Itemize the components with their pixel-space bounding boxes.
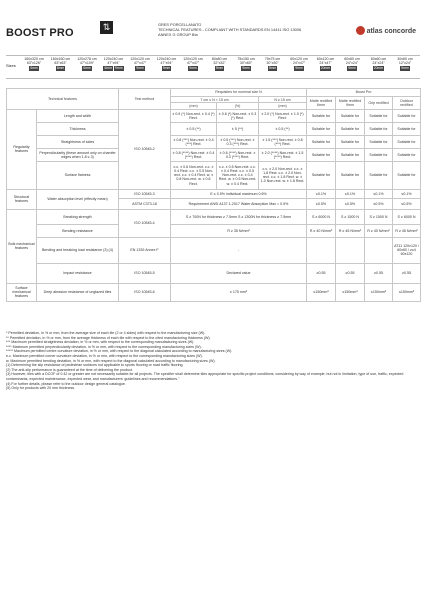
sizes-label: Sizes: [6, 63, 16, 68]
method-cell: ISO 10545-4: [119, 209, 171, 237]
footnote: w. Maximum permitted bending deviation, in % or mm, with respect to the diagonal calculated according to manufacturing sizes (W).: [6, 358, 216, 363]
thickness-tag: 20mm: [320, 66, 331, 71]
col-header-v4: Outdoor rectified: [393, 97, 421, 110]
technical-features-table: [6, 88, 421, 302]
value-cell: R ≥ 45 N/mm²: [336, 224, 365, 237]
thickness-tag: 9mm: [401, 66, 409, 71]
method-cell: EN 1339 Annex F: [119, 237, 171, 263]
size-cell: [209, 57, 231, 77]
col-header-range-small: 7 cm ≤ N < 15 cm: [171, 97, 259, 103]
size-cm: 60x120 cm: [290, 57, 308, 61]
size-cell: [288, 57, 310, 77]
value-cell: ≤0.1%: [393, 189, 421, 198]
size-cm: 80x80 cm: [211, 57, 228, 61]
thickness-tags: [209, 66, 231, 70]
value-cell: ≤0.1%: [336, 189, 365, 198]
req-cell: ± 2.0 (*) Non-rect. ± 1.0 (*) Rect.: [259, 109, 307, 122]
size-cm: 160x320 cm: [24, 57, 44, 61]
value-cell: Suitable for: [365, 161, 393, 189]
thickness-tags: [23, 66, 45, 70]
req-cell: E ≤ 0.5% individual maximum 0.6%: [171, 189, 307, 198]
feature-cell: Impact resistance: [37, 263, 119, 283]
thickness-tag: 9mm: [295, 66, 303, 71]
footnote: ***** Maximum permitted centre curvature deviation, in % or mm, with respect to the diagonal calculated according to manufacturing sizes (W).: [6, 349, 233, 354]
value-cell: ≤150mm³: [307, 283, 336, 301]
size-cm: 120x240 cm: [103, 57, 124, 61]
size-cell: [394, 57, 416, 77]
method-cell: ISO 10545-2: [119, 109, 171, 189]
req-cell: ± 0.6 (****) Non-rect. ± 0.3 (****) Rect.: [217, 148, 259, 161]
value-cell: Suitable for: [336, 161, 365, 189]
col-header-range-large: N ≥ 15 cm: [259, 97, 307, 103]
feature-cell: Water absorption level (effectly mean): [37, 189, 119, 209]
feature-cell: Thickness: [37, 122, 119, 135]
brand-logo: [356, 26, 416, 35]
thickness-tags: [262, 66, 284, 70]
size-cell: [341, 57, 363, 77]
feature-cell: Bending and breaking load resistance (3) (4): [37, 237, 119, 263]
size-inch: 47"x47": [133, 61, 147, 66]
req-cell: R ≥ 35 N/mm²: [171, 224, 307, 237]
size-inch: 24"x47": [292, 61, 306, 66]
size-inch: 63"x126": [26, 61, 42, 66]
feature-cell: Breaking strength: [37, 209, 119, 224]
value-cell: Suitable for: [336, 135, 365, 148]
value-cell: AT11 120x120 / 60x60 / ≥c4 60x120: [393, 237, 421, 263]
size-cm: 120x240 cm: [156, 57, 177, 61]
value-cell: Suitable for: [365, 148, 393, 161]
col-header-features: Technical features: [7, 89, 119, 110]
method-cell: ISO 10545-3: [119, 189, 171, 198]
col-header-value: Boost Pro: [307, 89, 421, 97]
value-cell: Suitable for: [307, 109, 336, 122]
page-title: BOOST PRO: [6, 27, 74, 39]
value-cell: [365, 237, 393, 263]
size-cell: [182, 57, 204, 77]
thickness-tags: [129, 66, 151, 70]
value-cell: Suitable for: [365, 109, 393, 122]
thickness-tags: [235, 66, 257, 70]
thickness-tag: 9mm: [162, 66, 171, 71]
value-cell: Suitable for: [307, 161, 336, 189]
size-cell: [103, 57, 125, 77]
subtitle-line: ANNEX G GROUP BIa: [158, 32, 198, 37]
col-header-v3: Grip rectified: [365, 97, 393, 110]
subtitle-line: TECHNICAL FEATURES - COMPLIANT WITH STANDARDS EN 14411 ISO 13006: [158, 27, 302, 32]
value-cell: Suitable for: [336, 148, 365, 161]
req-cell: Requirement ANSI A137.1-2017 Water Absorption Max = 0.5%: [171, 198, 307, 209]
size-cm: 75x150 cm: [237, 57, 255, 61]
thickness-tag: 9mm: [189, 66, 197, 71]
size-cm: 30x60 cm: [397, 57, 413, 61]
feature-cell: Straightness of sides: [37, 135, 119, 148]
footnote: e.c. Maximum permitted corner curvature deviation, in % or mm, with respect to the corresponding manufacturing sizes (W).: [6, 353, 203, 358]
req-cell: -: [171, 237, 307, 263]
size-cm: 60x60 cm: [370, 57, 387, 61]
group-structural: Structural features: [7, 189, 37, 209]
size-cm: 120x120 cm: [183, 57, 203, 61]
size-inch: 47"x47": [186, 61, 200, 66]
col-header-v1: Matte rectified 6mm: [307, 97, 336, 110]
req-cell: ± 2.0 (****) Non-rect. ± 1.5 (****) Rect.: [259, 148, 307, 161]
footnote: *** Maximum permitted straightness deviation, in % or mm, with respect to the corresponding manufacturing sizes (W).: [6, 340, 195, 345]
size-cell: [129, 57, 151, 77]
size-inch: 24"x47": [319, 61, 332, 66]
thickness-tag: 6mm: [83, 66, 91, 71]
thickness-tags: [288, 66, 310, 70]
size-inch: 24"x24": [372, 61, 385, 66]
thickness-tag: 9mm: [136, 66, 144, 71]
logo-text: atlas concorde: [366, 28, 416, 35]
unit-pct: (%): [217, 103, 259, 109]
value-cell: S ≥ 1500 N: [336, 209, 365, 224]
footnote: (2) The anti-slip performance is guaranteed at the time of delivering the product.: [6, 367, 133, 372]
size-cm: 120x278 cm: [77, 57, 97, 61]
size-inch: 32"x32": [213, 61, 226, 66]
value-cell: ≤150mm³: [393, 283, 421, 301]
req-cell: ± 1.5 (***) Non-rect. ± 0.8 (***) Rect.: [259, 135, 307, 148]
req-cell: ± 5 (**): [217, 122, 259, 135]
group-surface: Surface mechanical features: [7, 283, 37, 301]
req-cell: Declared value: [171, 263, 307, 283]
feature-cell: Surface flatness: [37, 161, 119, 189]
thickness-tags: [76, 66, 98, 70]
col-header-method: Test method: [119, 89, 171, 110]
req-cell: ± 0.6 (*) Non-rect. ± 0.3 (*) Rect.: [217, 109, 259, 122]
value-cell: Suitable for: [393, 148, 421, 161]
group-regularity: Regularity features: [7, 109, 37, 189]
footnote: **** Maximum permitted perpendicularity deviation, in % or mm, with respect to the corresponding manufacturing sizes (W).: [6, 344, 202, 349]
value-cell: S ≥ 6000 N: [307, 209, 336, 224]
req-cell: S ≥ 700N for thickness ≥ 7.5mm S ≥ 1300N for thickness ≥ 7.5mm: [171, 209, 307, 224]
size-inch: 24"x24": [345, 61, 359, 66]
thickness-tag: 6mm: [30, 66, 38, 71]
value-cell: S ≥ 1500 N: [365, 209, 393, 224]
footnote: (4) For further details, please refer to the outdoor design general catalogue.: [6, 381, 126, 386]
size-cell: [235, 57, 257, 77]
size-cell: [315, 57, 337, 77]
size-cm: 120x120 cm: [130, 57, 150, 61]
thickness-tag: 6mm: [104, 66, 112, 71]
footnote: * Permitted deviation, in % or mm, from the average size of each tile (2 or 4 sides) with respect to the manufacturing size (W).: [6, 331, 206, 335]
size-cell: [76, 57, 98, 77]
value-cell: ≤0.5%: [365, 198, 393, 209]
thickness-tags: [341, 66, 363, 70]
thickness-tags: [315, 66, 337, 70]
value-cell: Suitable for: [336, 109, 365, 122]
value-cell: ≥0.55: [336, 263, 365, 283]
page-header: [6, 20, 420, 46]
group-bulk: Bulk mechanical features: [7, 209, 37, 283]
value-cell: ≤0.1%: [365, 189, 393, 198]
req-cell: ≤ 175 mm³: [171, 283, 307, 301]
req-cell: ± 0.5 (**): [259, 122, 307, 135]
value-cell: Suitable for: [307, 135, 336, 148]
thickness-tags: [103, 66, 125, 70]
arrows-icon: ⇅: [100, 21, 113, 34]
logo-mark-icon: [356, 26, 365, 35]
size-inch: 63"x63": [54, 61, 67, 66]
value-cell: ≤150mm³: [336, 283, 365, 301]
size-inch: 47"x109": [79, 61, 95, 66]
thickness-tags: [50, 66, 72, 70]
method-cell: ASTM C373-18: [119, 198, 171, 209]
value-cell: [336, 237, 365, 263]
value-cell: Suitable for: [307, 122, 336, 135]
thickness-tag: 9mm: [348, 66, 356, 71]
size-cell: [368, 57, 390, 77]
col-header-v2: Matte rectified 9mm: [336, 97, 365, 110]
unit-mm: (mm): [171, 103, 217, 109]
size-inch: 30"x30": [266, 61, 279, 66]
col-header-requisites: Requisites for nominal size N: [171, 89, 307, 97]
thickness-tags: [156, 66, 178, 70]
size-cell: [50, 57, 72, 77]
size-cm: 160x160 cm: [50, 57, 71, 61]
thickness-tag: 6mm: [56, 66, 65, 71]
feature-cell: Length and width: [37, 109, 119, 122]
footnotes: [6, 331, 420, 391]
size-inch: 30"x60": [239, 61, 253, 66]
value-cell: Suitable for: [393, 135, 421, 148]
footnote: (1) Determining the slip resistance of pedestrian surfaces not applicable to sports flooring or road traffic flooring.: [6, 363, 184, 368]
value-cell: ≤0.5%: [336, 198, 365, 209]
thickness-tag: 20mm: [373, 66, 384, 71]
req-cell: ± 0.9 (*) Non-rect. ± 0.4 (*) Rect.: [171, 109, 217, 122]
value-cell: R ≥ 40 N/mm²: [365, 224, 393, 237]
value-cell: Suitable for: [336, 122, 365, 135]
thickness-tag: 9mm: [268, 66, 277, 71]
req-cell: ± 0.5 (***) Non-rect. ± 0.3 (***) Rect.: [217, 135, 259, 148]
value-cell: ≤0.5%: [307, 198, 336, 209]
size-cm: 60x60 cm: [344, 57, 360, 61]
req-cell: c.c. ± 0.5 Non-rect. c.c. ± 0.4 Rect. c.c. ± 0.5 Non-rect. c.c. ± 0.4 Rect. w. ± 0.5 Non-rect. w. ± 0.4 Rect.: [217, 161, 259, 189]
value-cell: [307, 237, 336, 263]
thickness-tag: 9mm: [115, 66, 123, 71]
value-cell: R ≥ 40 N/mm²: [307, 224, 336, 237]
size-cell: [262, 57, 284, 77]
footnote: ** Permitted deviation, in % or mm, from the average thickness of each tile with respect to the cited manufacturing thickness (W).: [6, 335, 211, 340]
size-inch: 12"x24": [398, 61, 412, 66]
value-cell: Suitable for: [393, 161, 421, 189]
thickness-tag: 9mm: [215, 66, 224, 71]
value-cell: ≥0.55: [307, 263, 336, 283]
value-cell: ≤0.1%: [307, 189, 336, 198]
value-cell: R ≥ 45 N/mm²: [393, 224, 421, 237]
req-cell: c.c. ± 0.6 Non-rect. c.c. ± 0.4 Rect. c.c. ± 0.5 Non-rect. c.c. ± 0.4 Rect. w. ± 0.8 Non-rect. w. ± 0.6 Rect.: [171, 161, 217, 189]
value-cell: Suitable for: [393, 109, 421, 122]
size-inch: 47"x94": [160, 61, 173, 66]
value-cell: Suitable for: [365, 135, 393, 148]
thickness-tags: [182, 66, 204, 70]
subtitle-line: GRES PORCELLANATO: [158, 22, 202, 27]
size-cm: 60x120 cm: [316, 57, 335, 61]
thickness-tags: [394, 66, 416, 70]
value-cell: ≥0.55: [365, 263, 393, 283]
feature-cell: Perpendicularity (these amount only on chamfer edges when 1.8 ≤ 3): [37, 148, 119, 161]
header-subtitle: [158, 22, 338, 37]
value-cell: Suitable for: [307, 148, 336, 161]
value-cell: ≥0.55: [393, 263, 421, 283]
value-cell: Suitable for: [393, 122, 421, 135]
footnote: (5) Only for products with 20 mm thickness.: [6, 386, 76, 391]
feature-cell: Deep abrasion resistance of unglazed tiles: [37, 283, 119, 301]
unit-mm2: (mm): [259, 103, 307, 109]
size-inch: 47"x94": [107, 61, 120, 66]
value-cell: S ≥ 6000 N: [393, 209, 421, 224]
method-cell: ISO 10545-6: [119, 283, 171, 301]
method-cell: ISO 10545-5: [119, 263, 171, 283]
req-cell: ± 0.8 (****) Non-rect. ± 0.4 (****) Rect.: [171, 148, 217, 161]
sizes-strip: [6, 55, 420, 79]
req-cell: ± 0.8 (***) Non-rect. ± 0.4 (***) Rect.: [171, 135, 217, 148]
thickness-tags: [368, 66, 390, 70]
thickness-tag: 9mm: [242, 66, 250, 71]
value-cell: ≤150mm³: [365, 283, 393, 301]
value-cell: Suitable for: [365, 122, 393, 135]
value-cell: ≤0.5%: [393, 198, 421, 209]
size-cm: 75x75 cm: [264, 57, 281, 61]
size-cell: [156, 57, 178, 77]
size-cell: [23, 57, 45, 77]
feature-cell: Bending resistance: [37, 224, 119, 237]
req-cell: ± 0.5 (**): [171, 122, 217, 135]
footnote: (3) However, tiles with a DCOF of 0.42 or greater are not necessarily suitable for all projects. The specifier shall determine tiles appropriate for specific project conditions, considering by way of example, but not in limitation, type of use, traffic, expected contaminants, expected maintenance, expected wear, and manufacturers' guidelines and recommendations.": [6, 372, 404, 381]
req-cell: c.c. ± 2.0 Non-rect. c.c. ± 1.8 Rect. c.c. ± 2.0 Non-rect. c.c. ± 1.8 Rect. w. ± 1.0 Non-rect. w. ± 1.8 Rect.: [259, 161, 307, 189]
